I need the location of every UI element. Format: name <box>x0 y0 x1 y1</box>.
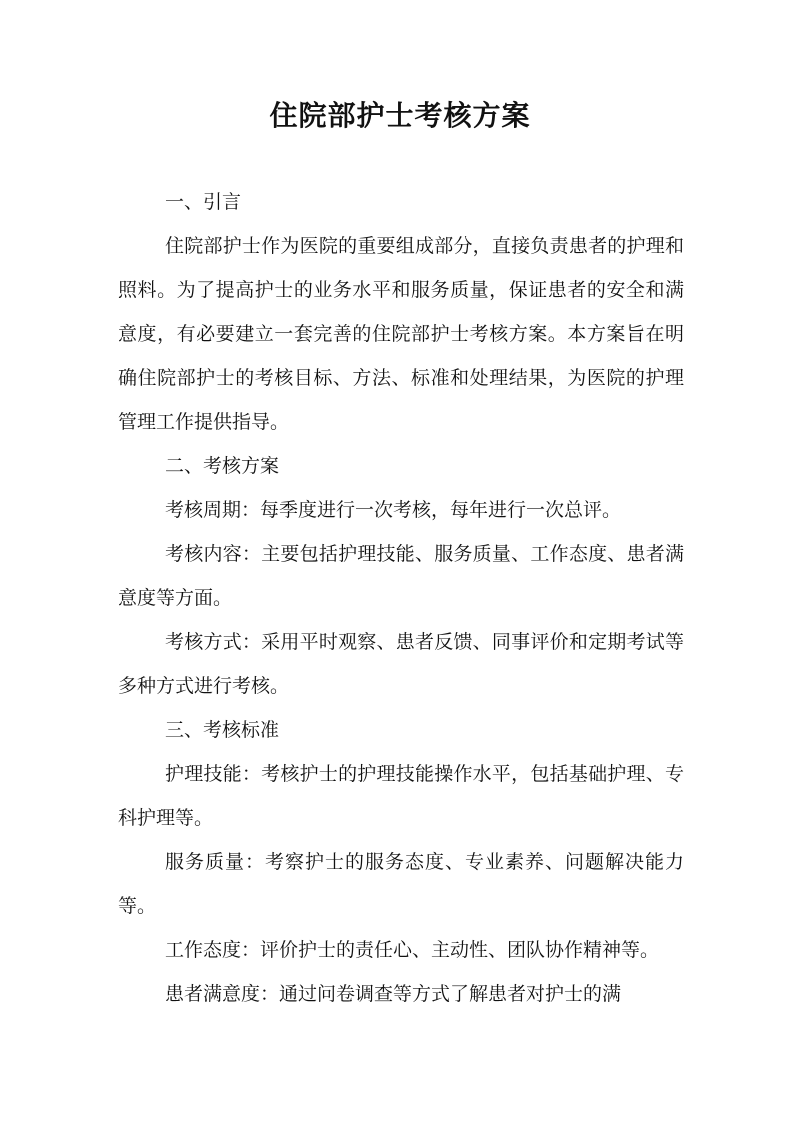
section-heading-introduction: 一、引言 <box>165 191 242 213</box>
section-heading-assessment-standards: 三、考核标准 <box>165 719 280 741</box>
paragraph-assessment-method: 考核方式：采用平时观察、患者反馈、同事评价和定期考试等多种方式进行考核。 <box>118 631 684 697</box>
section-heading-assessment-plan: 二、考核方案 <box>165 455 280 477</box>
document-title: 住院部护士考核方案 <box>269 99 531 132</box>
paragraph-introduction: 住院部护士作为医院的重要组成部分，直接负责患者的护理和照料。为了提高护士的业务水平和服务质量，保证患者的安全和满意度，有必要建立一套完善的住院部护士考核方案。本方案旨在明确住院部护士的考核目标、方法、标准和处理结果，为医院的护理管理工作提供指导。 <box>118 235 684 433</box>
document-body <box>118 180 684 1016</box>
paragraph-nursing-skills: 护理技能：考核护士的护理技能操作水平，包括基础护理、专科护理等。 <box>118 763 684 829</box>
paragraph-assessment-content: 考核内容：主要包括护理技能、服务质量、工作态度、患者满意度等方面。 <box>118 543 684 609</box>
paragraph-assessment-cycle: 考核周期：每季度进行一次考核，每年进行一次总评。 <box>165 499 622 521</box>
paragraph-service-quality: 服务质量：考察护士的服务态度、专业素养、问题解决能力等。 <box>118 851 684 917</box>
paragraph-work-attitude: 工作态度：评价护士的责任心、主动性、团队协作精神等。 <box>165 939 660 961</box>
paragraph-patient-satisfaction: 患者满意度：通过问卷调查等方式了解患者对护士的满 <box>165 983 622 1005</box>
